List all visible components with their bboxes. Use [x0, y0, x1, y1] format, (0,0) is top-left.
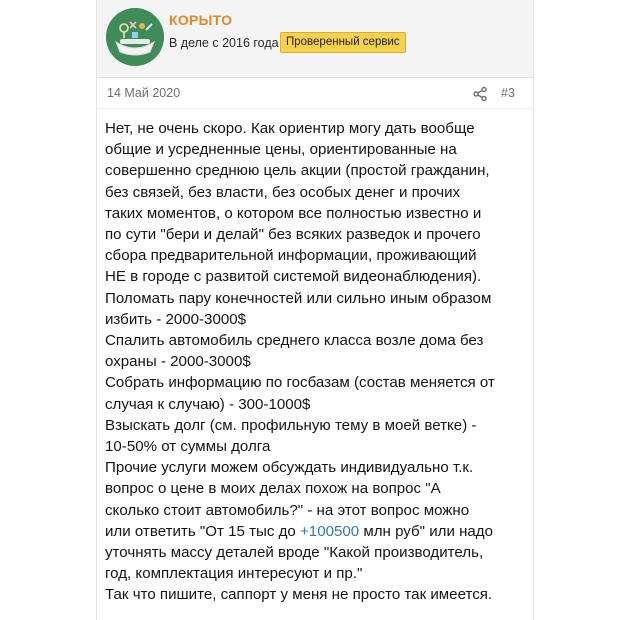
post-date[interactable]: 14 Май 2020 — [107, 86, 181, 100]
post-author-header — [97, 0, 533, 78]
verified-service-badge: Проверенный сервис — [280, 32, 406, 53]
body-line: сбора предварительной информации, проживающий — [105, 247, 477, 265]
body-line: по сути "бери и делай" без всяких разведок и прочего — [105, 226, 481, 244]
body-line: общие и усредненные цены, ориентированные на — [105, 141, 457, 159]
post-number-link[interactable]: #3 — [501, 86, 515, 100]
member-since: В деле с 2016 года — [169, 36, 279, 50]
page-margin-left — [0, 0, 96, 620]
body-line: избить - 2000-3000$ — [105, 310, 247, 328]
body-line: 10-50% от суммы долга — [105, 438, 271, 456]
page-margin-right — [532, 0, 620, 620]
body-line: таких моментов, о котором все полностью известно и — [105, 204, 482, 222]
body-line-with-link — [105, 521, 529, 542]
forum-post — [96, 0, 534, 620]
avatar[interactable] — [106, 8, 164, 66]
body-line: совершенно среднюю цель акции (простой гражданин, — [105, 162, 490, 180]
body-line: Нет, не очень скоро. Как ориентир могу дать вообще — [105, 120, 475, 137]
post-meta-bar — [97, 78, 533, 109]
body-line: Спалить автомобиль среднего класса возле дома без — [105, 332, 484, 350]
body-line: охраны - 2000-3000$ — [105, 353, 251, 371]
body-line: Взыскать долг (см. профильную тему в моей ветке) - — [105, 416, 477, 434]
number-link[interactable]: +100500 — [299, 522, 360, 540]
body-text: млн руб" или надо — [359, 522, 494, 540]
username[interactable]: КОРЫТО — [169, 12, 233, 28]
body-line: Собрать информацию по госбазам (состав меняется от — [105, 374, 495, 392]
body-line: вопрос о цене в моих делах похож на вопрос "А — [105, 480, 441, 498]
body-line: Прочие услуги можем обсуждать индивидуально т.к. — [105, 459, 474, 477]
body-line: Так что пишите, саппорт у меня не просто так имеется. — [105, 586, 493, 604]
body-line: НЕ в городе с развитой системой видеонаблюдения). — [105, 268, 482, 286]
body-text: или ответить "От 15 тыс до — [105, 522, 300, 540]
body-line: случая к случаю) - 300-1000$ — [105, 395, 311, 413]
body-line: сколько стоит автомобиль?" - на этот вопрос можно — [105, 501, 470, 519]
body-line: год, комплектация интересуют и пр." — [105, 565, 363, 583]
body-line: уточнять массу деталей вроде "Какой производитель, — [105, 544, 484, 562]
avatar-image — [106, 8, 164, 66]
body-line: без связей, без власти, без особых денег и прочих — [105, 183, 461, 201]
post-body — [105, 118, 529, 606]
body-line: Поломать пару конечностей или сильно иным образом — [105, 289, 492, 307]
share-icon[interactable] — [472, 86, 488, 102]
